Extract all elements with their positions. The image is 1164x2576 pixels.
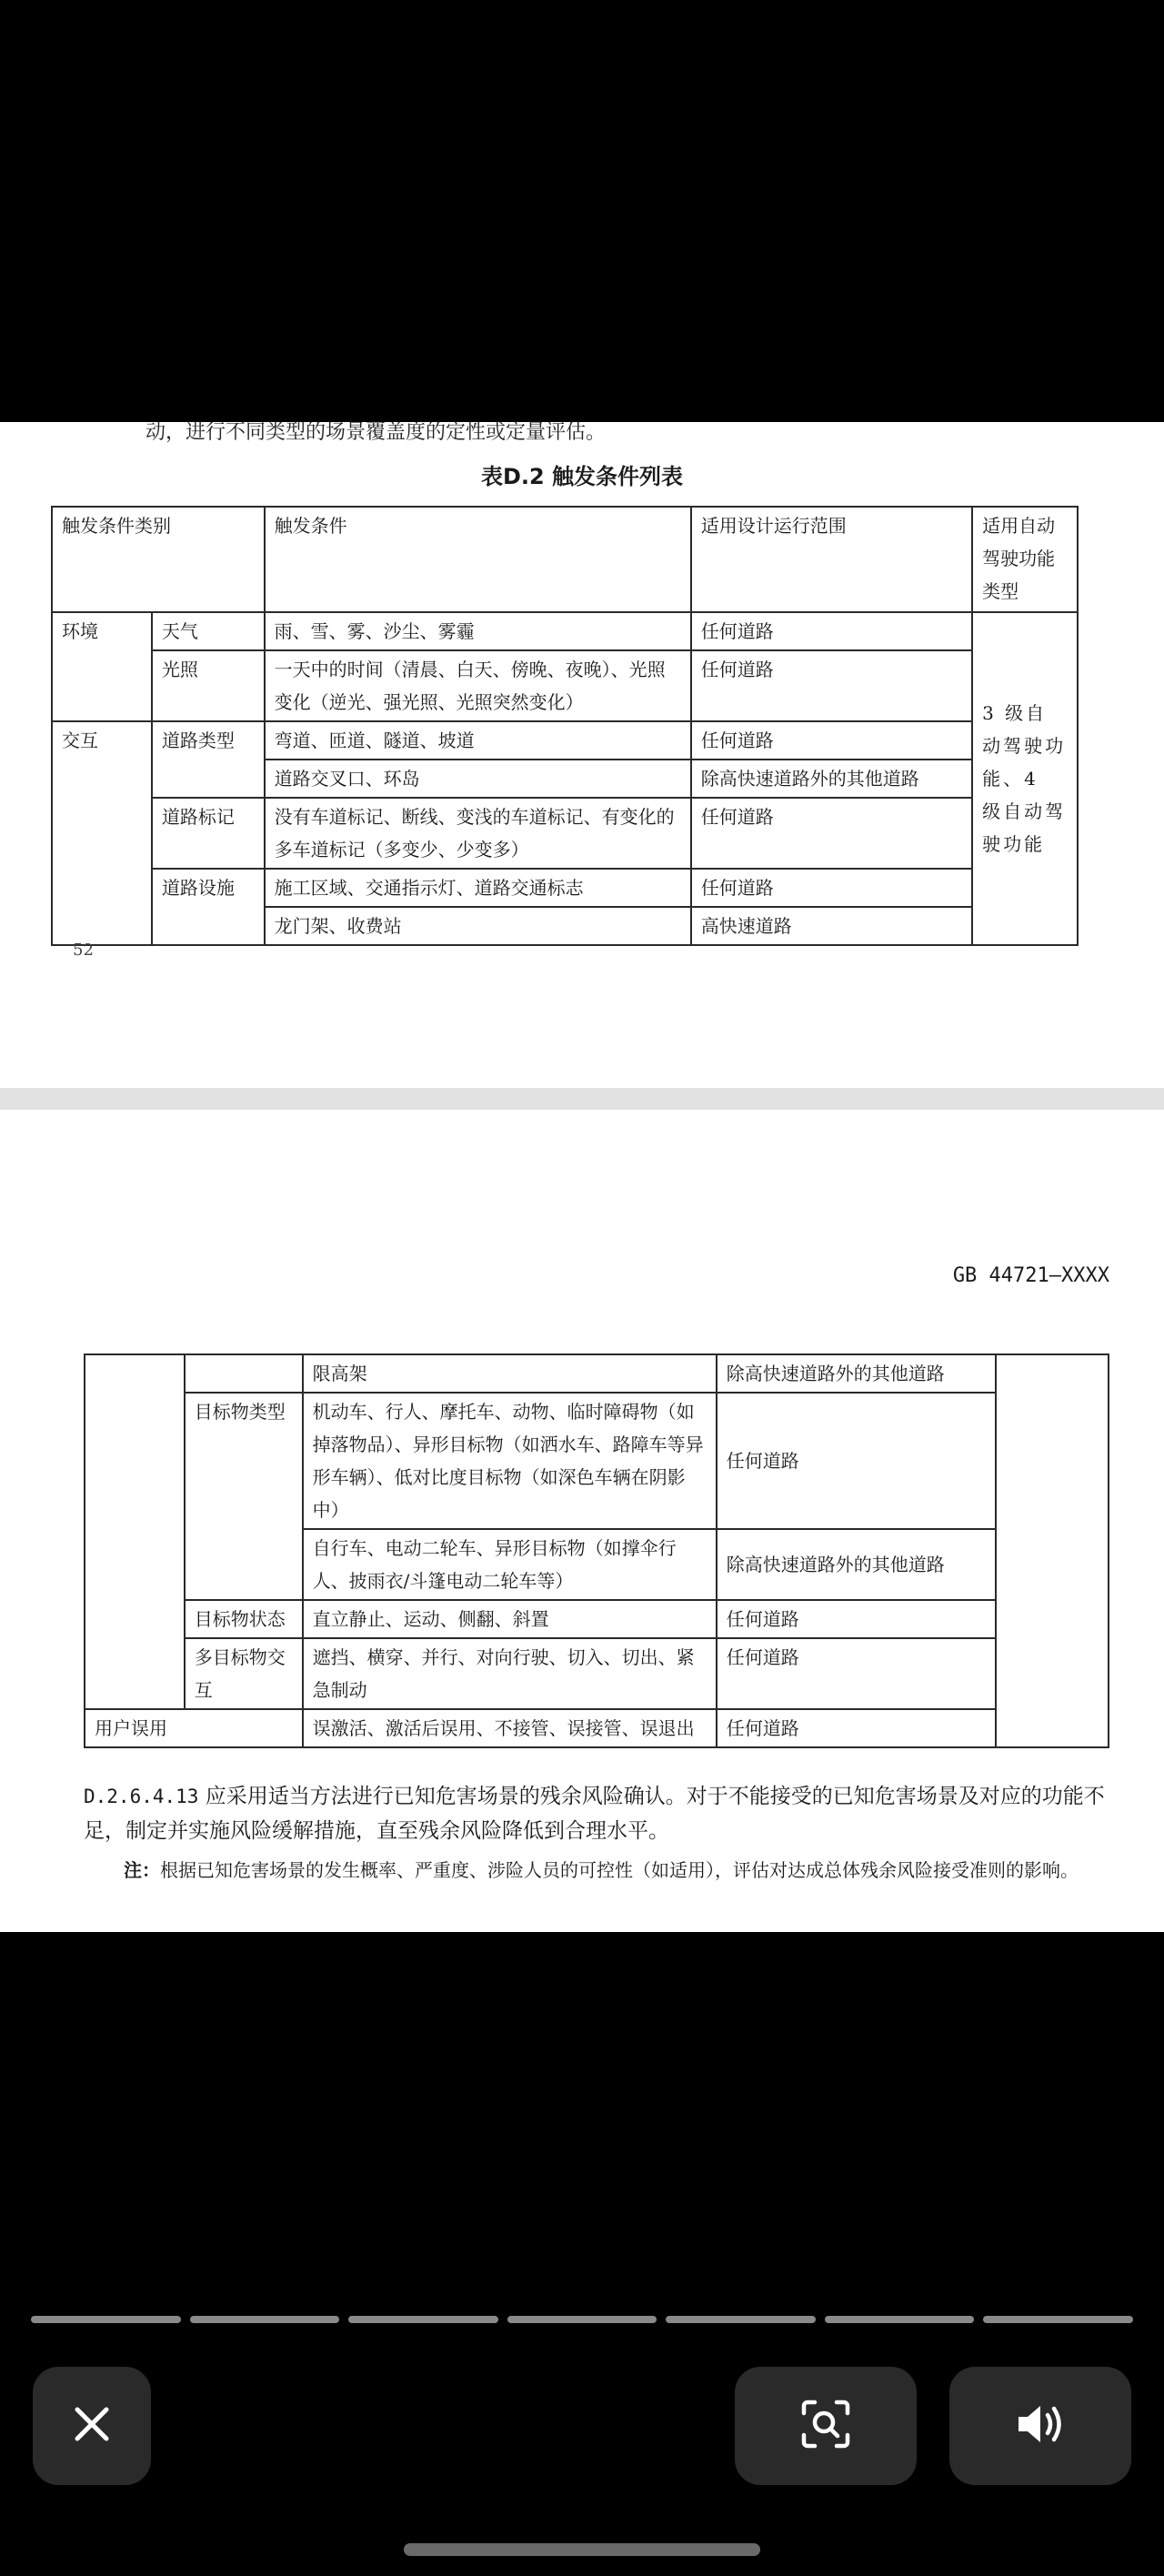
condition-cell: 龙门架、收费站 [265, 907, 691, 945]
standard-code: GB 44721—XXXX [952, 1264, 1109, 1287]
table-row [52, 721, 1078, 760]
page-separator [0, 1088, 1164, 1110]
odd-cell: 任何道路 [717, 1600, 996, 1638]
condition-cell: 一天中的时间（清晨、白天、傍晚、夜晚）、光照变化（逆光、强光照、光照突然变化） [265, 650, 691, 721]
condition-cell: 限高架 [303, 1354, 717, 1393]
odd-cell: 任何道路 [717, 1638, 996, 1709]
subcategory-cell [185, 1354, 303, 1393]
odd-cell: 任何道路 [691, 650, 972, 721]
home-indicator[interactable] [404, 2543, 760, 2556]
odd-cell: 任何道路 [691, 869, 972, 907]
subcategory-cell: 天气 [152, 612, 265, 650]
close-icon [72, 2404, 112, 2448]
category-cell: 环境 [52, 612, 152, 721]
table-row [85, 1393, 1109, 1529]
note-paragraph [124, 1854, 1106, 1887]
condition-cell: 弯道、匝道、隧道、坡道 [265, 721, 691, 760]
speaker-icon [1013, 2399, 1068, 2453]
document-page-2 [0, 1110, 1164, 1932]
category-cell [85, 1354, 185, 1709]
odd-cell: 任何道路 [691, 612, 972, 650]
subcategory-cell: 目标物状态 [185, 1600, 303, 1638]
trigger-conditions-table-continued [84, 1353, 1109, 1748]
trigger-conditions-table [51, 506, 1079, 946]
progress-segment [507, 2316, 657, 2323]
table-row [85, 1600, 1109, 1638]
progress-segment [190, 2316, 340, 2323]
note-label: 注： [124, 1859, 160, 1881]
odd-cell: 除高快速道路外的其他道路 [691, 760, 972, 798]
odd-cell: 任何道路 [691, 721, 972, 760]
subcategory-cell: 道路类型 [152, 721, 265, 798]
image-search-button[interactable] [735, 2367, 917, 2485]
sound-button[interactable] [949, 2367, 1131, 2485]
function-type-cell: 3 级自动驾驶功能、4 级自动驾驶功能 [972, 612, 1078, 945]
condition-cell: 雨、雪、雾、沙尘、雾霾 [265, 612, 691, 650]
document-page-1 [0, 422, 1164, 1088]
close-button[interactable] [33, 2367, 151, 2485]
clause-paragraph [84, 1779, 1111, 1848]
progress-segment [666, 2316, 816, 2323]
story-progress-bar [31, 2316, 1133, 2323]
condition-cell: 直立静止、运动、侧翻、斜置 [303, 1600, 717, 1638]
header-condition: 触发条件 [265, 507, 691, 612]
condition-cell: 道路交叉口、环岛 [265, 760, 691, 798]
odd-cell: 任何道路 [691, 798, 972, 869]
subcategory-cell: 道路标记 [152, 798, 265, 869]
condition-cell: 机动车、行人、摩托车、动物、临时障碍物（如掉落物品）、异形目标物（如洒水车、路障车等异形车辆）、低对比度目标物（如深色车辆在阴影中） [303, 1393, 717, 1529]
condition-cell: 误激活、激活后误用、不接管、误接管、误退出 [303, 1709, 717, 1747]
table-row [85, 1354, 1109, 1393]
subcategory-cell: 光照 [152, 650, 265, 721]
clause-text: 应采用适当方法进行已知危害场景的残余风险确认。对于不能接受的已知危害场景及对应的功能不足，制定并实施风险缓解措施，直至残余风险降低到合理水平。 [84, 1785, 1105, 1843]
subcategory-cell: 道路设施 [152, 869, 265, 945]
category-cell: 用户误用 [85, 1709, 303, 1747]
table-title: 表D.2 触发条件列表 [480, 464, 684, 489]
note-text: 根据已知危害场景的发生概率、严重度、涉险人员的可控性（如适用），评估对达成总体残余风险接受准则的影响。 [160, 1859, 1079, 1881]
odd-cell: 任何道路 [717, 1393, 996, 1529]
page-number: 52 [73, 941, 94, 960]
table-row [52, 869, 1078, 907]
function-type-cell [996, 1354, 1109, 1747]
condition-cell: 自行车、电动二轮车、异形目标物（如撑伞行人、披雨衣/斗篷电动二轮车等） [303, 1529, 717, 1600]
clause-number: D.2.6.4.13 [84, 1786, 199, 1807]
table-row [85, 1709, 1109, 1747]
odd-cell: 除高快速道路外的其他道路 [717, 1529, 996, 1600]
header-category: 触发条件类别 [52, 507, 265, 612]
table-row [52, 650, 1078, 721]
condition-cell: 没有车道标记、断线、变浅的车道标记、有变化的多车道标记（多变少、少变多） [265, 798, 691, 869]
odd-cell: 任何道路 [717, 1709, 996, 1747]
subcategory-cell: 目标物类型 [185, 1393, 303, 1600]
table-row [52, 798, 1078, 869]
table-header-row [52, 507, 1078, 612]
progress-segment [31, 2316, 181, 2323]
image-search-icon [798, 2397, 853, 2455]
header-function-type: 适用自动驾驶功能类型 [972, 507, 1078, 612]
odd-cell: 高快速道路 [691, 907, 972, 945]
progress-segment [348, 2316, 498, 2323]
progress-segment [825, 2316, 975, 2323]
progress-segment [983, 2316, 1133, 2323]
category-cell: 交互 [52, 721, 152, 945]
subcategory-cell: 多目标物交互 [185, 1638, 303, 1709]
header-odd: 适用设计运行范围 [691, 507, 972, 612]
condition-cell: 施工区域、交通指示灯、道路交通标志 [265, 869, 691, 907]
table-row [52, 612, 1078, 650]
odd-cell: 除高快速道路外的其他道路 [717, 1354, 996, 1393]
cut-off-text-line: 动，进行不同类型的场景覆盖度的定性或定量评估。 [146, 422, 607, 444]
table-row [85, 1638, 1109, 1709]
condition-cell: 遮挡、横穿、并行、对向行驶、切入、切出、紧急制动 [303, 1638, 717, 1709]
